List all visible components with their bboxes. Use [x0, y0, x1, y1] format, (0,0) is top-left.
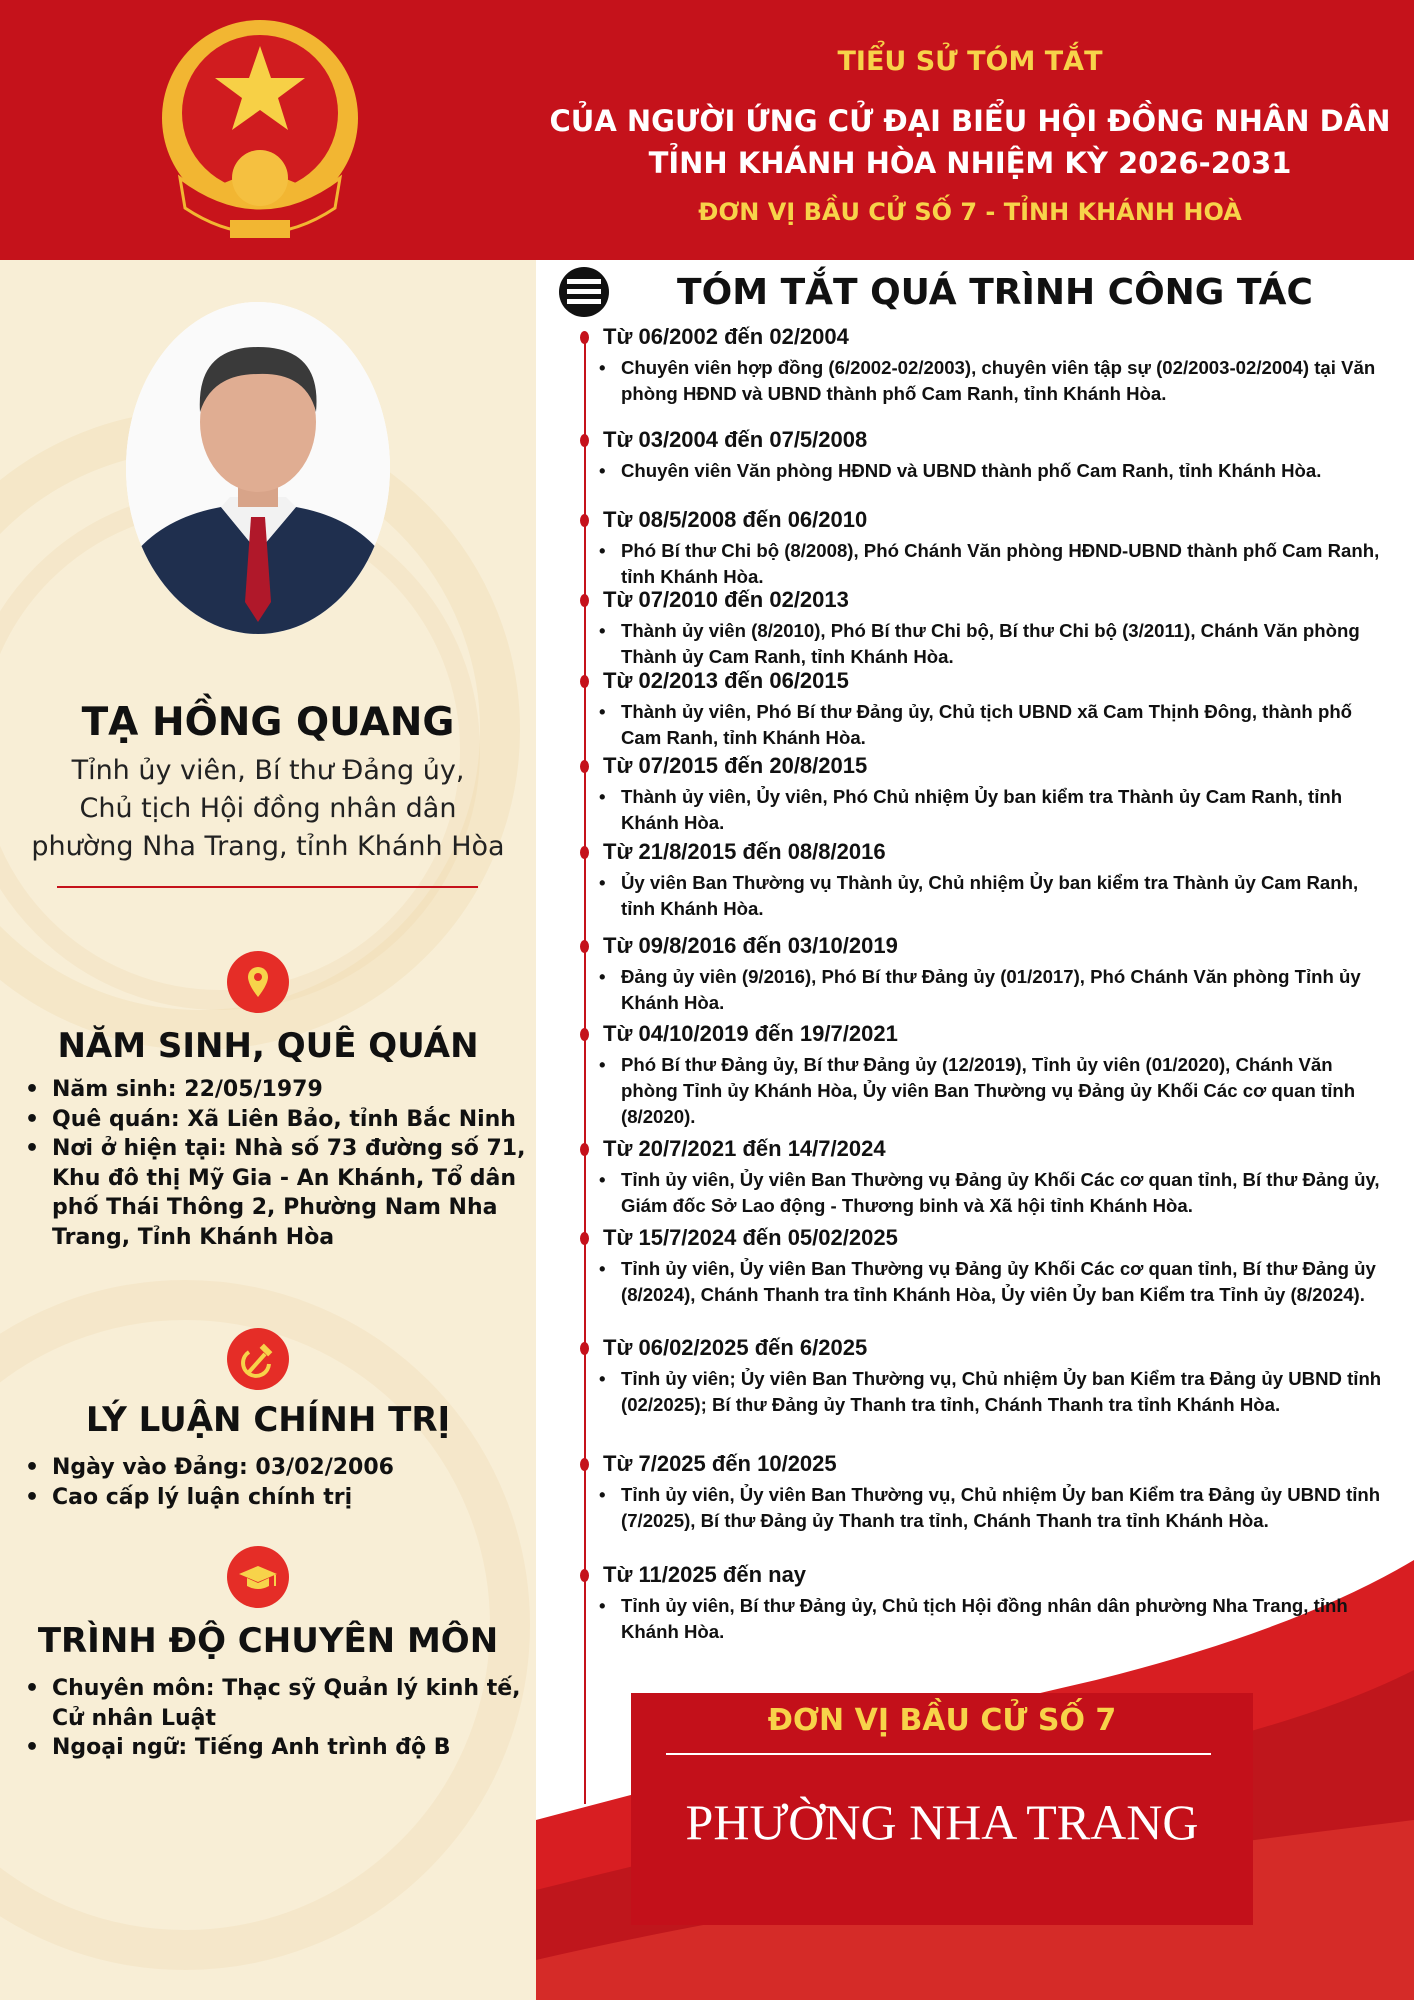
timeline-dot — [580, 760, 589, 773]
timeline-entry — [603, 1449, 1393, 1534]
timeline-period: Từ 7/2025 đến 10/2025 — [603, 1451, 837, 1476]
list-item: • Quê quán: Xã Liên Bảo, tỉnh Bắc Ninh — [25, 1105, 535, 1135]
hammer-sickle-icon — [227, 1328, 289, 1390]
list-item: • Nơi ở hiện tại: Nhà số 73 đường số 71, Khu đô thị Mỹ Gia - An Khánh, Tổ dân phố Thái Thông 2, Phường Nam Nha Trang, Tỉnh Khánh Hòa — [25, 1134, 535, 1252]
timeline-description: • Thành ủy viên, Ủy viên, Phó Chủ nhiệm Ủy ban kiểm tra Thành ủy Cam Ranh, tỉnh Khánh Hòa. — [603, 784, 1393, 836]
politics-info-list — [25, 1453, 535, 1512]
timeline-period: Từ 15/7/2024 đến 05/02/2025 — [603, 1225, 898, 1250]
timeline-dot — [580, 1342, 589, 1355]
timeline-entry — [603, 322, 1393, 407]
list-item: • Cao cấp lý luận chính trị — [25, 1483, 535, 1513]
timeline-description: • Phó Bí thư Đảng ủy, Bí thư Đảng ủy (12/2019), Tỉnh ủy viên (01/2020), Chánh Văn phòng Tỉnh ủy Khánh Hòa, Ủy viên Ban Thường vụ Đảng ủy Khối Các cơ quan tỉnh (8/2020). — [603, 1052, 1393, 1130]
timeline-description: • Thành ủy viên, Phó Bí thư Đảng ủy, Chủ tịch UBND xã Cam Thịnh Đông, thành phố Cam Ranh, tỉnh Khánh Hòa. — [603, 699, 1393, 751]
timeline-description: • Phó Bí thư Chi bộ (8/2008), Phó Chánh Văn phòng HĐND-UBND thành phố Cam Ranh, tỉnh Khánh Hòa. — [603, 538, 1393, 590]
header-title: TIỂU SỬ TÓM TẮT — [837, 46, 1103, 77]
timeline-period: Từ 04/10/2019 đến 19/7/2021 — [603, 1021, 898, 1046]
education-info-list — [25, 1674, 535, 1763]
timeline-dot — [580, 846, 589, 859]
list-item: • Năm sinh: 22/05/1979 — [25, 1075, 535, 1105]
timeline-period: Từ 07/2015 đến 20/8/2015 — [603, 753, 868, 778]
timeline-entry — [603, 585, 1393, 670]
timeline-dot — [580, 675, 589, 688]
timeline-period: Từ 09/8/2016 đến 03/10/2019 — [603, 933, 898, 958]
timeline-description: • Tỉnh ủy viên, Ủy viên Ban Thường vụ, Chủ nhiệm Ủy ban Kiểm tra Đảng ủy UBND tỉnh (7/2025), Bí thư Đảng ủy Thanh tra tỉnh, Chánh Thanh tra tỉnh Khánh Hòa. — [603, 1482, 1393, 1534]
ward-name: PHƯỜNG NHA TRANG — [685, 1794, 1199, 1850]
timeline-period: Từ 06/02/2025 đến 6/2025 — [603, 1335, 868, 1360]
timeline-entry — [603, 1134, 1393, 1219]
timeline-entry — [603, 1560, 1393, 1645]
header-subtitle-line: CỦA NGƯỜI ỨNG CỬ ĐẠI BIỂU HỘI ĐỒNG NHÂN DÂN — [549, 104, 1391, 138]
timeline-description: • Tỉnh ủy viên; Ủy viên Ban Thường vụ, Chủ nhiệm Ủy ban Kiểm tra Đảng ủy UBND tỉnh (02/2025); Bí thư Đảng ủy Thanh tra tỉnh, Chánh Thanh tra tỉnh Khánh Hòa. — [603, 1366, 1393, 1418]
timeline-period: Từ 08/5/2008 đến 06/2010 — [603, 507, 868, 532]
timeline-description: • Đảng ủy viên (9/2016), Phó Bí thư Đảng ủy (01/2017), Phó Chánh Văn phòng Tỉnh ủy Khánh Hòa. — [603, 964, 1393, 1016]
list-item: • Chuyên môn: Thạc sỹ Quản lý kinh tế, Cử nhân Luật — [25, 1674, 535, 1733]
timeline-line — [584, 334, 586, 1804]
timeline-period: Từ 07/2010 đến 02/2013 — [603, 587, 849, 612]
timeline-title: TÓM TẮT QUÁ TRÌNH CÔNG TÁC — [677, 272, 1313, 313]
national-emblem-icon — [150, 18, 370, 242]
timeline-dot — [580, 940, 589, 953]
timeline-entry — [603, 931, 1393, 1016]
list-item: • Ngày vào Đảng: 03/02/2006 — [25, 1453, 535, 1483]
role-line: Chủ tịch Hội đồng nhân dân — [79, 793, 457, 824]
header-subtitle-line: TỈNH KHÁNH HÒA NHIỆM KỲ 2026-2031 — [648, 146, 1292, 180]
candidate-name: TẠ HỒNG QUANG — [81, 700, 455, 745]
timeline-entry — [603, 666, 1393, 751]
timeline-dot — [580, 1028, 589, 1041]
section-heading-birth: NĂM SINH, QUÊ QUÁN — [57, 1026, 479, 1066]
timeline-description: • Ủy viên Ban Thường vụ Thành ủy, Chủ nhiệm Ủy ban kiểm tra Thành ủy Cam Ranh, tỉnh Khánh Hòa. — [603, 870, 1393, 922]
timeline-entry — [603, 751, 1393, 836]
timeline-period: Từ 21/8/2015 đến 08/8/2016 — [603, 839, 886, 864]
header-unit: ĐƠN VỊ BẦU CỬ SỐ 7 - TỈNH KHÁNH HOÀ — [698, 198, 1242, 226]
timeline-entry — [603, 1019, 1393, 1130]
header-banner — [0, 0, 1414, 260]
timeline-dot — [580, 331, 589, 344]
timeline-description: • Chuyên viên Văn phòng HĐND và UBND thành phố Cam Ranh, tỉnh Khánh Hòa. — [603, 458, 1393, 484]
header-subtitle — [540, 100, 1400, 184]
timeline-description: • Tỉnh ủy viên, Bí thư Đảng ủy, Chủ tịch Hội đồng nhân dân phường Nha Trang, tỉnh Khánh Hòa. — [603, 1593, 1393, 1645]
list-item: • Ngoại ngữ: Tiếng Anh trình độ B — [25, 1733, 535, 1763]
timeline-description: • Chuyên viên hợp đồng (6/2002-02/2003), chuyên viên tập sự (02/2003-02/2004) tại Văn phòng HĐND và UBND thành phố Cam Ranh, tỉnh Khánh Hòa. — [603, 355, 1393, 407]
timeline-entry — [603, 837, 1393, 922]
section-heading-education: TRÌNH ĐỘ CHUYÊN MÔN — [37, 1621, 499, 1661]
timeline-dot — [580, 1458, 589, 1471]
candidate-photo — [126, 302, 390, 634]
timeline-dot — [580, 434, 589, 447]
district-title: ĐƠN VỊ BẦU CỬ SỐ 7 — [767, 1703, 1117, 1738]
role-line: Tỉnh ủy viên, Bí thư Đảng ủy, — [71, 755, 465, 786]
birth-info-list — [25, 1075, 535, 1252]
divider — [666, 1753, 1211, 1755]
timeline-dot — [580, 514, 589, 527]
timeline-entry — [603, 505, 1393, 590]
divider — [57, 886, 478, 888]
menu-icon — [559, 267, 609, 317]
timeline-period: Từ 06/2002 đến 02/2004 — [603, 324, 849, 349]
timeline-entry — [603, 1223, 1393, 1308]
timeline-period: Từ 02/2013 đến 06/2015 — [603, 668, 849, 693]
timeline-entry — [603, 1333, 1393, 1418]
timeline-period: Từ 11/2025 đến nay — [603, 1562, 807, 1587]
timeline-description: • Thành ủy viên (8/2010), Phó Bí thư Chi bộ, Bí thư Chi bộ (3/2011), Chánh Văn phòng Thành ủy Cam Ranh, tỉnh Khánh Hòa. — [603, 618, 1393, 670]
timeline-dot — [580, 1143, 589, 1156]
graduation-cap-icon — [227, 1546, 289, 1608]
timeline-period: Từ 03/2004 đến 07/5/2008 — [603, 427, 868, 452]
timeline-period: Từ 20/7/2021 đến 14/7/2024 — [603, 1136, 886, 1161]
timeline-dot — [580, 1569, 589, 1582]
district-box — [631, 1693, 1253, 1925]
location-pin-icon — [227, 951, 289, 1013]
timeline-description: • Tỉnh ủy viên, Ủy viên Ban Thường vụ Đảng ủy Khối Các cơ quan tỉnh, Bí thư Đảng ủy (8/2024), Chánh Thanh tra tỉnh Khánh Hòa, Ủy viên Ủy ban Kiểm tra Tỉnh ủy (8/2024). — [603, 1256, 1393, 1308]
section-heading-politics: LÝ LUẬN CHÍNH TRỊ — [85, 1400, 451, 1440]
role-line: phường Nha Trang, tỉnh Khánh Hòa — [31, 831, 505, 862]
timeline-dot — [580, 1232, 589, 1245]
candidate-role — [0, 752, 536, 866]
timeline-entry — [603, 425, 1393, 484]
timeline-dot — [580, 594, 589, 607]
timeline-description: • Tỉnh ủy viên, Ủy viên Ban Thường vụ Đảng ủy Khối Các cơ quan tỉnh, Bí thư Đảng ủy, Giám đốc Sở Lao động - Thương binh và Xã hội tỉnh Khánh Hòa. — [603, 1167, 1393, 1219]
